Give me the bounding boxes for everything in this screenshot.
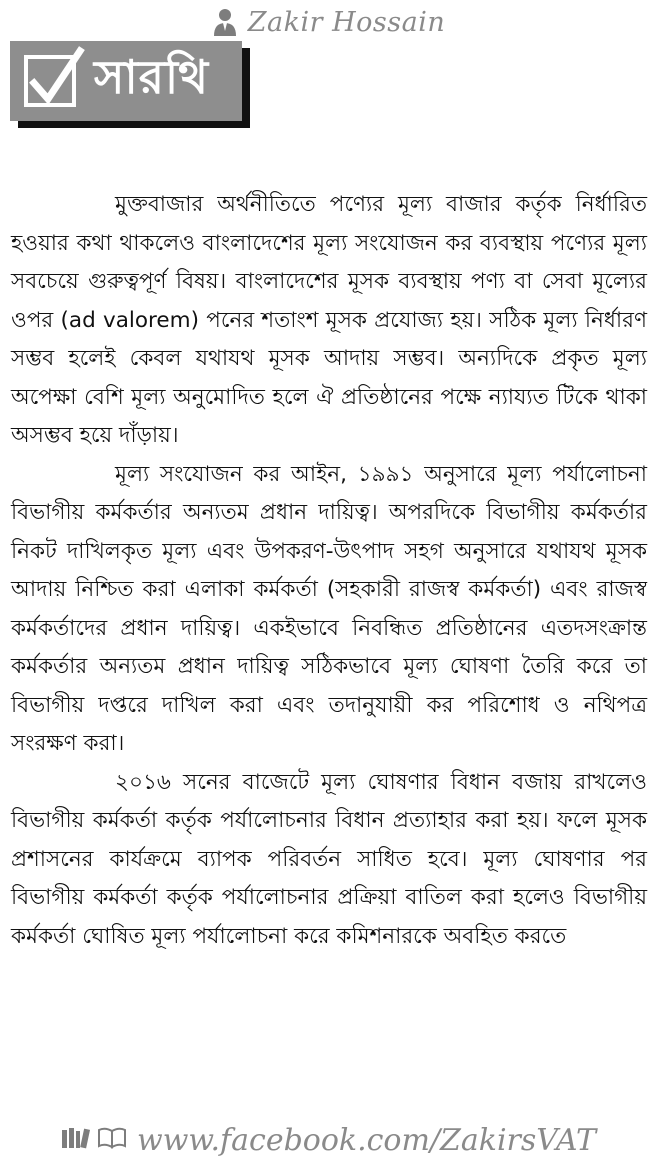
article-body xyxy=(11,186,647,956)
paragraph: ২০১৬ সনের বাজেটে মূল্য ঘোষণার বিধান বজায় রাখলেও বিভাগীয় কর্মকর্তা কর্তৃক পর্যালোচনার বিধান প্রত্যাহার করা হয়। ফলে মূসক প্রশাসনের কার্যক্রমে ব্যাপক পরিবর্তন সাধিত হবে। মূল্য ঘোষণার পর বিভাগীয় কর্মকর্তা কর্তৃক পর্যালোচনার প্রক্রিয়া বাতিল করা হলেও বিভাগীয় কর্মকর্তা ঘোষিত মূল্য পর্যালোচনা করে কমিশনারকে অবহিত করতে xyxy=(11,769,647,949)
books-icon xyxy=(61,1127,91,1153)
section-title: সারথি xyxy=(94,50,209,104)
paragraph: মূল্য সংযোজন কর আইন, ১৯৯১ অনুসারে মূল্য পর্যালোচনা বিভাগীয় কর্মকর্তার অন্যতম প্রধান দায়িত্ব। অপরদিকে বিভাগীয় কর্মকর্তার নিকট দাখিলকৃত মূল্য এবং উপকরণ-উৎপাদ সহগ অনুসারে যথাযথ মূসক আদায় নিশ্চিত করা এলাকা কর্মকর্তা (সহকারী রাজস্ব কর্মকর্তা) এবং রাজস্ব কর্মকর্তাদের প্রধান দায়িত্ব। একইভাবে নিবন্ধিত প্রতিষ্ঠানের এতদসংক্রান্ত কর্মকর্তার অন্যতম প্রধান দায়িত্ব সঠিকভাবে মূল্য ঘোষণা তৈরি করে তা বিভাগীয় দপ্তরে দাখিল করা এবং তদানুযায়ী কর পরিশোধ ও নথিপত্র সংরক্ষণ করা। xyxy=(11,461,647,756)
paragraph: মুক্তবাজার অর্থনীতিতে পণ্যের মূল্য বাজার কর্তৃক নির্ধারিত হওয়ার কথা থাকলেও বাংলাদেশের মূল্য সংযোজন কর ব্যবস্থায় পণ্যের মূল্য সবচেয়ে গুরুত্বপূর্ণ বিষয়। বাংলাদেশের মূসক ব্যবস্থায় পণ্য বা সেবা মূল্যের ওপর (ad valorem) পনের শতাংশ মূসক প্রযোজ্য হয়। সঠিক মূল্য নির্ধারণ সম্ভব হলেই কেবল যথাযথ মূসক আদায় সম্ভব। অন্যদিকে প্রকৃত মূল্য অপেক্ষা বেশি মূল্য অনুমোদিত হলে ঐ প্রতিষ্ঠানের পক্ষে ন্যায্যত টিকে থাকা অসম্ভব হয়ে দাঁড়ায়। xyxy=(11,192,647,448)
facebook-link[interactable]: www.facebook.com/ZakirsVAT xyxy=(137,1122,596,1158)
section-badge xyxy=(10,41,242,121)
checkbox-icon xyxy=(24,55,76,107)
author-name: Zakir Hossain xyxy=(247,6,446,38)
footer xyxy=(0,1120,657,1160)
author-header xyxy=(0,4,657,40)
person-icon xyxy=(212,7,238,37)
open-book-icon xyxy=(97,1127,127,1153)
